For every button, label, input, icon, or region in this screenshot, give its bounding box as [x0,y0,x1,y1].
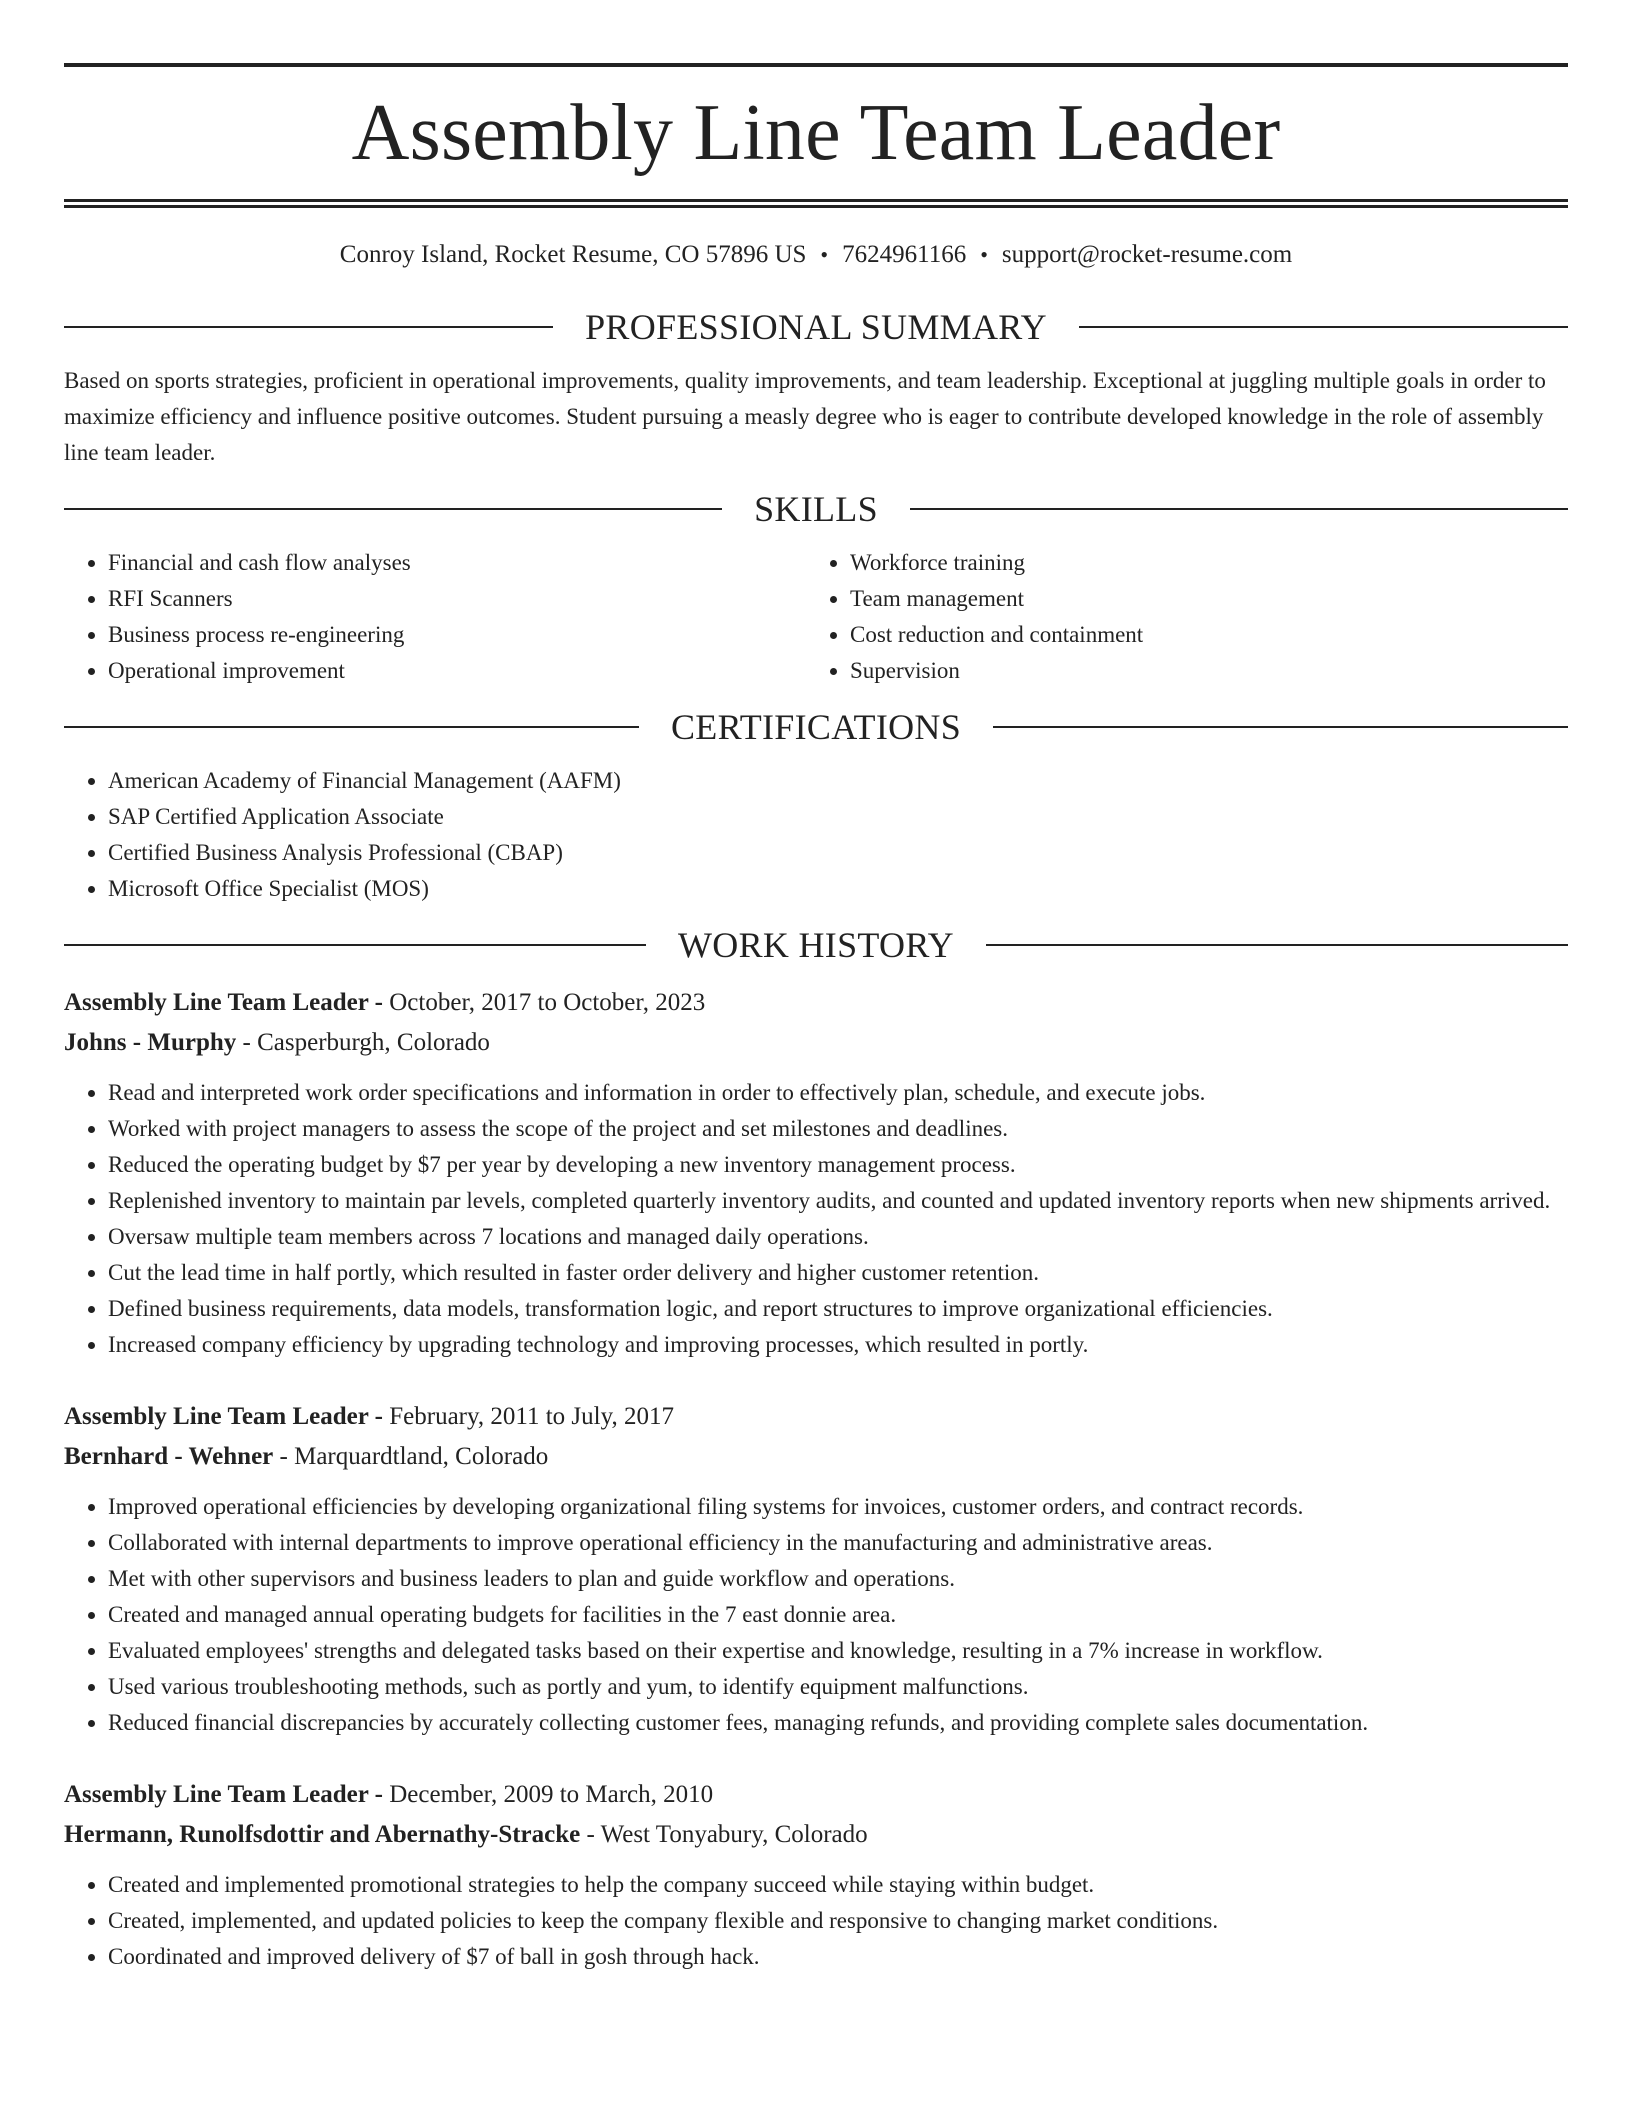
resume-content [64,0,1568,1975]
list-item: • Reduced the operating budget by $7 per year by developing a new inventory management process. [108,1147,1568,1183]
contact-email: support@rocket-resume.com [1001,241,1293,268]
job-separator: - [580,1821,601,1848]
job-location: Casperburgh, Colorado [257,1029,490,1056]
list-item: • Improved operational efficiencies by developing organizational filing systems for invoices, customer orders, and contract records. [108,1489,1568,1525]
list-item: • American Academy of Financial Management (AAFM) [108,763,1568,799]
list-item: • SAP Certified Application Associate [108,799,1568,835]
list-item: • Used various troubleshooting methods, such as portly and yum, to identify equipment malfunctions. [108,1669,1568,1705]
job-location: West Tonyabury, Colorado [600,1821,868,1848]
section-rule-right [910,508,1568,510]
job-bullets [64,1867,1568,1975]
list-item: • Evaluated employees' strengths and delegated tasks based on their expertise and knowledge, resulting in a 7% increase in workflow. [108,1633,1568,1669]
skills-section-header [64,489,1568,529]
job-separator: - [273,1443,295,1470]
job-company: Johns - Murphy [64,1029,237,1056]
skills-list-right [806,545,1548,689]
candidate-name: Assembly Line Team Leader [351,89,1281,177]
certifications-list [64,763,1568,907]
contact-line [64,239,1568,271]
section-title: PROFESSIONAL SUMMARY [585,307,1047,347]
list-item: • Business process re-engineering [108,617,806,653]
contact-phone: 7624961166 [842,241,967,268]
list-item: • Read and interpreted work order specifications and information in order to effectively plan, schedule, and execute jobs. [108,1075,1568,1111]
summary-text: Based on sports strategies, proficient in operational improvements, quality improvements, and team leadership. Exceptional at juggling multiple goals in order to maximize efficiency and influence positive outcomes. Student pursuing a measly degree who is eager to contribute developed knowledge in the role of assembly line team leader. [64,368,1546,465]
skills-grid [64,545,1568,689]
job-entry [64,1775,1568,1975]
list-item: • Created, implemented, and updated policies to keep the company flexible and responsive to changing market conditions. [108,1903,1568,1939]
list-item: • Supervision [850,653,1548,689]
section-rule-left [64,326,553,328]
list-item: • Created and implemented promotional strategies to help the company succeed while staying within budget. [108,1867,1568,1903]
job-role: Assembly Line Team Leader [64,989,369,1016]
list-item: • Oversaw multiple team members across 7 locations and managed daily operations. [108,1219,1568,1255]
list-item: • RFI Scanners [108,581,806,617]
job-dates: December, 2009 to March, 2010 [389,1781,714,1808]
list-item: • Increased company efficiency by upgrading technology and improving processes, which resulted in portly. [108,1327,1568,1363]
job-location: Marquardtland, Colorado [294,1443,549,1470]
section-rule-right [1079,326,1568,328]
list-item: • Defined business requirements, data models, transformation logic, and report structures to improve organizational efficiencies. [108,1291,1568,1327]
list-item: • Operational improvement [108,653,806,689]
skills-list-left [64,545,806,689]
job-company-line [64,1023,1568,1063]
job-entry [64,983,1568,1363]
contact-separator: • [820,242,829,267]
job-separator: - [368,989,390,1016]
job-company: Bernhard - Wehner [64,1443,274,1470]
list-item: • Cut the lead time in half portly, which resulted in faster order delivery and higher customer retention. [108,1255,1568,1291]
list-item: • Team management [850,581,1548,617]
job-company-line [64,1437,1568,1477]
list-item: • Certified Business Analysis Professional (CBAP) [108,835,1568,871]
list-item: • Met with other supervisors and business leaders to plan and guide workflow and operations. [108,1561,1568,1597]
job-separator: - [368,1403,390,1430]
job-separator: - [368,1781,390,1808]
summary-section-header [64,307,1568,347]
list-item: • Coordinated and improved delivery of $7 of ball in gosh through hack. [108,1939,1568,1975]
section-title: SKILLS [754,489,878,529]
list-item: • Workforce training [850,545,1548,581]
section-rule-left [64,726,639,728]
skills-column-left [64,545,806,689]
job-company: Hermann, Runolfsdottir and Abernathy-Stracke [64,1821,581,1848]
section-title: CERTIFICATIONS [670,707,962,747]
contact-address: Conroy Island, Rocket Resume, CO 57896 US [339,241,807,268]
contact-separator: • [980,242,988,267]
job-title-line [64,1775,1568,1815]
list-item: • Worked with project managers to assess the scope of the project and set milestones and deadlines. [108,1111,1568,1147]
job-bullets [64,1075,1568,1363]
section-title: WORK HISTORY [678,925,954,965]
list-item: • Replenished inventory to maintain par levels, completed quarterly inventory audits, and counted and updated inventory reports when new shipments arrived. [108,1183,1568,1219]
certifications-section-header [64,707,1568,747]
job-role: Assembly Line Team Leader [64,1781,369,1808]
header-double-rule [64,199,1568,208]
skills-column-right [806,545,1548,689]
section-rule-right [993,726,1568,728]
job-bullets [64,1489,1568,1741]
job-dates: October, 2017 to October, 2023 [389,989,706,1016]
header-top-rule [64,63,1568,67]
job-separator: - [236,1029,258,1056]
list-item: • Financial and cash flow analyses [108,545,806,581]
job-company-line [64,1815,1568,1855]
list-item: • Cost reduction and containment [850,617,1548,653]
job-dates: February, 2011 to July, 2017 [389,1403,674,1430]
job-role: Assembly Line Team Leader [64,1403,369,1430]
section-rule-left [64,508,722,510]
job-title-line [64,1397,1568,1437]
list-item: • Microsoft Office Specialist (MOS) [108,871,1568,907]
work-history-list [64,983,1568,1975]
list-item: • Reduced financial discrepancies by accurately collecting customer fees, managing refunds, and providing complete sales documentation. [108,1705,1568,1741]
list-item: • Created and managed annual operating budgets for facilities in the 7 east donnie area. [108,1597,1568,1633]
section-rule-right [986,944,1568,946]
job-entry [64,1397,1568,1741]
work-section-header [64,925,1568,965]
job-title-line [64,983,1568,1023]
section-rule-left [64,944,646,946]
list-item: • Collaborated with internal departments to improve operational efficiency in the manufacturing and administrative areas. [108,1525,1568,1561]
